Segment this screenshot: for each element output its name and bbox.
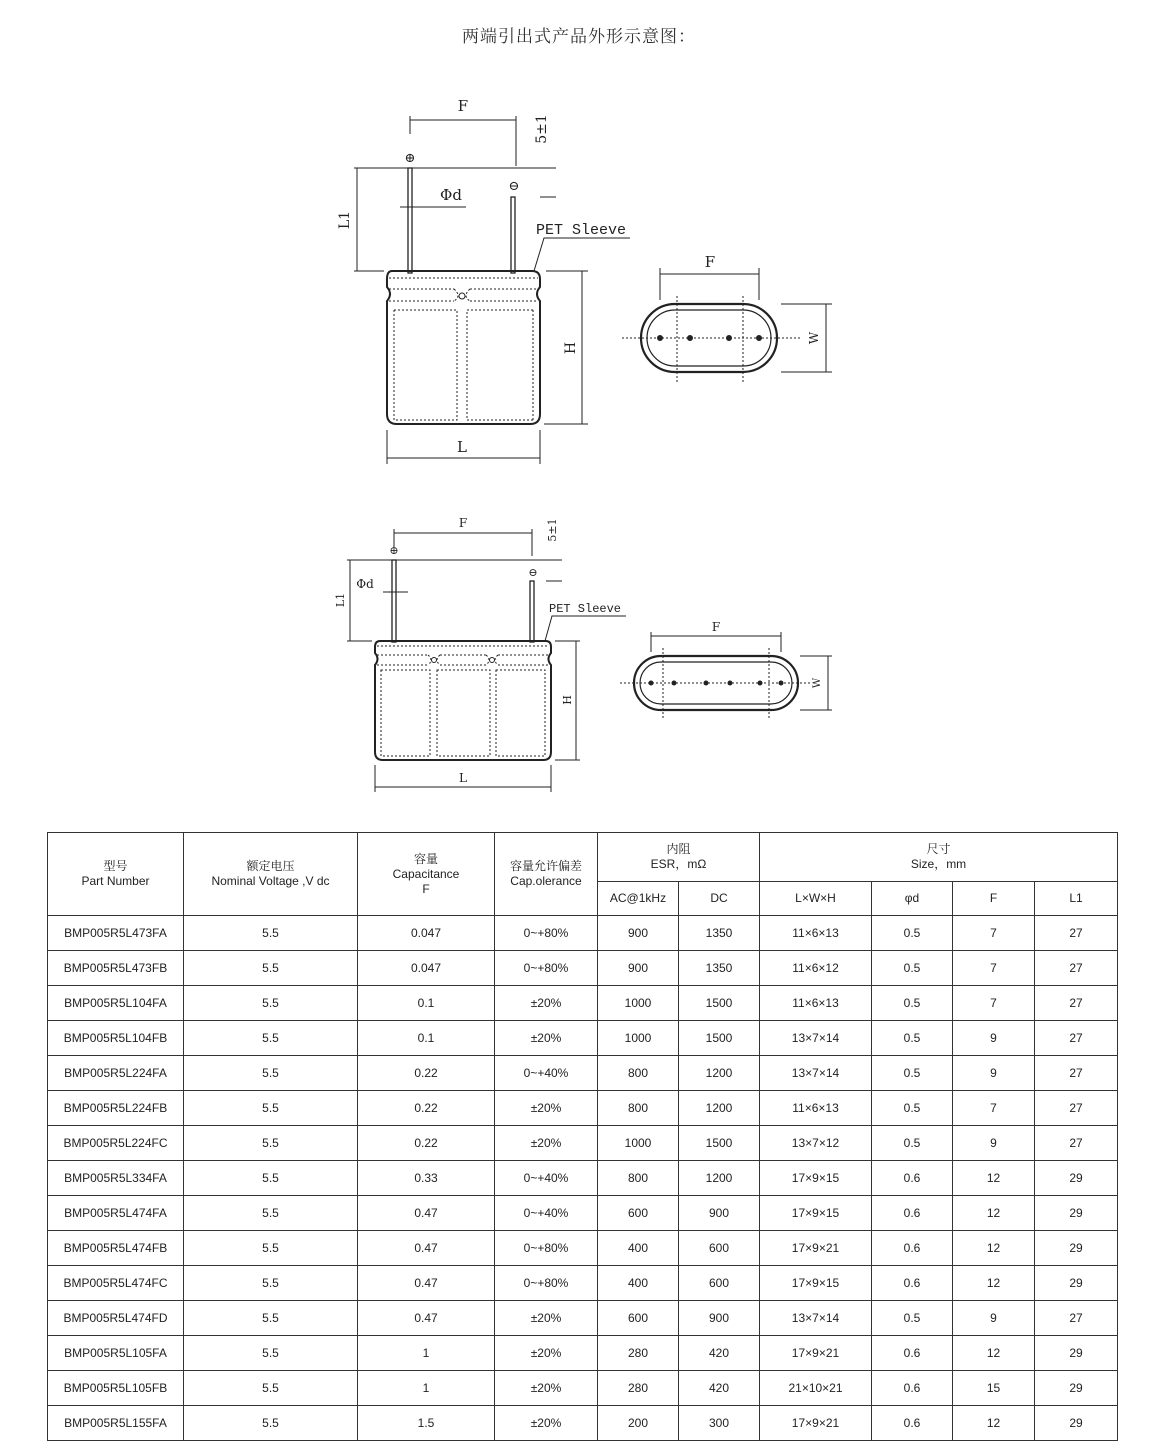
table-row (48, 1231, 1118, 1266)
cell-capacitance: 1 (358, 1336, 495, 1371)
page-title: 两端引出式产品外形示意图： (462, 27, 696, 47)
cell-part-number: BMP005R5L474FA (48, 1196, 184, 1231)
cell-size-lwh: 11×6×13 (760, 986, 872, 1021)
cell-lead-length: 27 (1035, 986, 1118, 1021)
cell-voltage: 5.5 (184, 1406, 358, 1441)
cell-voltage: 5.5 (184, 1161, 358, 1196)
cell-esr-dc: 600 (679, 1231, 760, 1266)
table-row (48, 1196, 1118, 1231)
positive-lead (392, 560, 396, 642)
cell-tolerance: 0~+80% (495, 916, 598, 951)
cell-size-lwh: 13×7×14 (760, 1056, 872, 1091)
sleeve-label: PET Sleeve (549, 602, 622, 616)
cell-esr-ac: 900 (598, 951, 679, 986)
cell-tolerance: ±20% (495, 1301, 598, 1336)
length-label: L (459, 771, 467, 785)
cell-voltage: 5.5 (184, 1266, 358, 1301)
cell-voltage: 5.5 (184, 1231, 358, 1266)
table-row (48, 1161, 1118, 1196)
cell-lead-length: 29 (1035, 1406, 1118, 1441)
cell-voltage: 5.5 (184, 1336, 358, 1371)
table-row (48, 1126, 1118, 1161)
cell-esr-dc: 1350 (679, 916, 760, 951)
cell-pitch: 12 (953, 1406, 1035, 1441)
cell-part-number: BMP005R5L473FB (48, 951, 184, 986)
cell-capacitance: 0.047 (358, 951, 495, 986)
header-size: 尺寸 Size，mm (760, 833, 1118, 882)
table-row (48, 1336, 1118, 1371)
cell-part-number: BMP005R5L155FA (48, 1406, 184, 1441)
cell-esr-ac: 800 (598, 1091, 679, 1126)
cell-voltage: 5.5 (184, 916, 358, 951)
cell-esr-ac: 1000 (598, 1021, 679, 1056)
cell-esr-ac: 800 (598, 1056, 679, 1091)
cell-capacitance: 1.5 (358, 1406, 495, 1441)
header-part-number: 型号 Part Number (48, 833, 184, 916)
cell-capacitance: 0.33 (358, 1161, 495, 1196)
header-size-l1: L1 (1035, 882, 1118, 916)
cell-lead-diameter: 0.5 (872, 986, 953, 1021)
cell-voltage: 5.5 (184, 1371, 358, 1406)
cell-part-number: BMP005R5L104FA (48, 986, 184, 1021)
cell-pitch: 9 (953, 1301, 1035, 1336)
cell-part-number: BMP005R5L105FA (48, 1336, 184, 1371)
cell-esr-dc: 300 (679, 1406, 760, 1441)
cell-esr-ac: 280 (598, 1336, 679, 1371)
header-nominal-voltage: 额定电压 Nominal Voltage ,V dc (184, 833, 358, 916)
cell-lead-length: 29 (1035, 1336, 1118, 1371)
lead-diameter-label: Φd (440, 186, 462, 204)
cell-esr-ac: 900 (598, 916, 679, 951)
cell-lead-length: 27 (1035, 1021, 1118, 1056)
cell-capacitance: 1 (358, 1371, 495, 1406)
cell-tolerance: ±20% (495, 986, 598, 1021)
cell-lead-length: 29 (1035, 1161, 1118, 1196)
cell-lead-diameter: 0.5 (872, 1056, 953, 1091)
sleeve-label: PET Sleeve (536, 222, 627, 239)
cell-pitch: 15 (953, 1371, 1035, 1406)
table-row (48, 986, 1118, 1021)
cell-capacitance: 0.22 (358, 1091, 495, 1126)
cell-lead-diameter: 0.6 (872, 1161, 953, 1196)
cell-lead-diameter: 0.6 (872, 1336, 953, 1371)
table-row (48, 1091, 1118, 1126)
cell-esr-dc: 1200 (679, 1056, 760, 1091)
cell-lead-diameter: 0.5 (872, 1301, 953, 1336)
spec-table (47, 832, 1118, 1441)
cell-lead-diameter: 0.5 (872, 1091, 953, 1126)
cell-lead-length: 29 (1035, 1266, 1118, 1301)
cell-esr-dc: 1350 (679, 951, 760, 986)
cell-tolerance: 0~+80% (495, 951, 598, 986)
header-capacitance: 容量 Capacitance F (358, 833, 495, 916)
cell-esr-ac: 600 (598, 1301, 679, 1336)
cell-voltage: 5.5 (184, 1126, 358, 1161)
cell-pitch: 12 (953, 1196, 1035, 1231)
cell-esr-ac: 280 (598, 1371, 679, 1406)
cell-size-lwh: 17×9×21 (760, 1336, 872, 1371)
cell-lead-length: 27 (1035, 951, 1118, 986)
width-label: W (807, 331, 821, 345)
cell-part-number: BMP005R5L473FA (48, 916, 184, 951)
cell-esr-dc: 420 (679, 1371, 760, 1406)
cell-capacitance: 0.22 (358, 1126, 495, 1161)
pitch-label: F (457, 97, 469, 115)
cell-lead-diameter: 0.6 (872, 1406, 953, 1441)
cell-voltage: 5.5 (184, 1056, 358, 1091)
table-row (48, 1301, 1118, 1336)
width-label: W (812, 677, 823, 689)
table-row (48, 951, 1118, 986)
cell-pitch: 9 (953, 1056, 1035, 1091)
cell-esr-dc: 900 (679, 1301, 760, 1336)
pitch-tolerance-label: 5±1 (546, 518, 559, 542)
cell-tolerance: 0~+40% (495, 1056, 598, 1091)
cell-size-lwh: 11×6×13 (760, 1091, 872, 1126)
cell-part-number: BMP005R5L474FC (48, 1266, 184, 1301)
cell-pitch: 7 (953, 951, 1035, 986)
positive-symbol: ⊕ (404, 151, 416, 166)
cell-capacitance: 0.22 (358, 1056, 495, 1091)
cell-part-number: BMP005R5L474FB (48, 1231, 184, 1266)
header-size-lwh: L×W×H (760, 882, 872, 916)
cell-part-number: BMP005R5L334FA (48, 1161, 184, 1196)
cell-lead-diameter: 0.6 (872, 1266, 953, 1301)
cell-pitch: 12 (953, 1231, 1035, 1266)
cell-tolerance: 0~+40% (495, 1161, 598, 1196)
header-size-phid: φd (872, 882, 953, 916)
cell-size-lwh: 17×9×15 (760, 1161, 872, 1196)
cell-esr-dc: 1200 (679, 1161, 760, 1196)
lead-diameter-label: Φd (356, 577, 374, 591)
pitch-label: F (458, 516, 468, 530)
side-pitch-label: F (704, 253, 716, 271)
cell-voltage: 5.5 (184, 986, 358, 1021)
cell-tolerance: 0~+80% (495, 1231, 598, 1266)
cell-lead-length: 29 (1035, 1196, 1118, 1231)
cell-part-number: BMP005R5L224FC (48, 1126, 184, 1161)
cell-tolerance: 0~+80% (495, 1266, 598, 1301)
cell-tolerance: ±20% (495, 1021, 598, 1056)
header-size-f: F (953, 882, 1035, 916)
cell-lead-diameter: 0.5 (872, 916, 953, 951)
negative-symbol: ⊖ (528, 566, 538, 579)
cell-part-number: BMP005R5L105FB (48, 1371, 184, 1406)
cell-pitch: 12 (953, 1336, 1035, 1371)
cell-lead-length: 29 (1035, 1231, 1118, 1266)
cell-size-lwh: 17×9×15 (760, 1196, 872, 1231)
cell-size-lwh: 17×9×15 (760, 1266, 872, 1301)
cell-size-lwh: 11×6×12 (760, 951, 872, 986)
cell-voltage: 5.5 (184, 1021, 358, 1056)
height-label: H (561, 695, 574, 705)
table-row (48, 1371, 1118, 1406)
negative-lead (530, 581, 534, 642)
cell-lead-length: 27 (1035, 1301, 1118, 1336)
cell-size-lwh: 17×9×21 (760, 1406, 872, 1441)
cell-lead-length: 27 (1035, 1056, 1118, 1091)
cell-tolerance: ±20% (495, 1126, 598, 1161)
negative-symbol: ⊖ (508, 179, 520, 194)
cell-esr-dc: 1500 (679, 1021, 760, 1056)
cell-size-lwh: 21×10×21 (760, 1371, 872, 1406)
cell-esr-ac: 400 (598, 1231, 679, 1266)
cell-voltage: 5.5 (184, 1301, 358, 1336)
cell-lead-length: 29 (1035, 1371, 1118, 1406)
pitch-tolerance-label: 5±1 (534, 114, 550, 144)
cell-voltage: 5.5 (184, 951, 358, 986)
cell-lead-diameter: 0.5 (872, 951, 953, 986)
length-label: L (457, 438, 467, 456)
cell-pitch: 9 (953, 1126, 1035, 1161)
cell-esr-ac: 600 (598, 1196, 679, 1231)
cell-size-lwh: 13×7×12 (760, 1126, 872, 1161)
header-cap-tolerance: 容量允许偏差 Cap.olerance (495, 833, 598, 916)
cell-size-lwh: 13×7×14 (760, 1301, 872, 1336)
cell-esr-dc: 1200 (679, 1091, 760, 1126)
table-row (48, 1021, 1118, 1056)
header-esr-ac: AC@1kHz (598, 882, 679, 916)
cell-pitch: 7 (953, 986, 1035, 1021)
cell-esr-dc: 1500 (679, 1126, 760, 1161)
cell-esr-ac: 800 (598, 1161, 679, 1196)
cell-lead-diameter: 0.6 (872, 1371, 953, 1406)
cell-lead-diameter: 0.5 (872, 1021, 953, 1056)
cell-part-number: BMP005R5L474FD (48, 1301, 184, 1336)
cell-esr-ac: 400 (598, 1266, 679, 1301)
cell-voltage: 5.5 (184, 1091, 358, 1126)
cell-esr-dc: 420 (679, 1336, 760, 1371)
cell-size-lwh: 13×7×14 (760, 1021, 872, 1056)
cell-pitch: 12 (953, 1161, 1035, 1196)
cell-capacitance: 0.47 (358, 1301, 495, 1336)
height-label: H (563, 341, 579, 355)
cell-size-lwh: 17×9×21 (760, 1231, 872, 1266)
cell-esr-dc: 600 (679, 1266, 760, 1301)
cell-tolerance: 0~+40% (495, 1196, 598, 1231)
cell-voltage: 5.5 (184, 1196, 358, 1231)
cell-lead-length: 27 (1035, 916, 1118, 951)
cell-capacitance: 0.047 (358, 916, 495, 951)
cell-lead-diameter: 0.5 (872, 1126, 953, 1161)
cell-capacitance: 0.47 (358, 1231, 495, 1266)
cell-tolerance: ±20% (495, 1371, 598, 1406)
cell-lead-length: 27 (1035, 1091, 1118, 1126)
cell-pitch: 12 (953, 1266, 1035, 1301)
cell-size-lwh: 11×6×13 (760, 916, 872, 951)
cell-capacitance: 0.47 (358, 1266, 495, 1301)
cell-lead-diameter: 0.6 (872, 1196, 953, 1231)
cell-capacitance: 0.1 (358, 986, 495, 1021)
cell-capacitance: 0.47 (358, 1196, 495, 1231)
spec-table-body (48, 916, 1118, 1441)
table-row (48, 1266, 1118, 1301)
cell-pitch: 7 (953, 916, 1035, 951)
cell-esr-dc: 1500 (679, 986, 760, 1021)
cell-part-number: BMP005R5L224FB (48, 1091, 184, 1126)
table-row (48, 916, 1118, 951)
header-esr-dc: DC (679, 882, 760, 916)
cell-tolerance: ±20% (495, 1091, 598, 1126)
side-pitch-label: F (711, 620, 721, 634)
cell-part-number: BMP005R5L104FB (48, 1021, 184, 1056)
cell-tolerance: ±20% (495, 1336, 598, 1371)
table-row (48, 1406, 1118, 1441)
cell-esr-dc: 900 (679, 1196, 760, 1231)
cell-capacitance: 0.1 (358, 1021, 495, 1056)
header-esr: 内阻 ESR，mΩ (598, 833, 760, 882)
table-row (48, 1056, 1118, 1091)
cell-esr-ac: 1000 (598, 1126, 679, 1161)
cell-part-number: BMP005R5L224FA (48, 1056, 184, 1091)
cell-pitch: 9 (953, 1021, 1035, 1056)
cell-tolerance: ±20% (495, 1406, 598, 1441)
cell-lead-diameter: 0.6 (872, 1231, 953, 1266)
positive-symbol: ⊕ (389, 544, 399, 557)
capacitor-body (375, 641, 551, 760)
cell-esr-ac: 1000 (598, 986, 679, 1021)
cell-esr-ac: 200 (598, 1406, 679, 1441)
cell-lead-length: 27 (1035, 1126, 1118, 1161)
lead-length-label: L1 (334, 592, 347, 608)
cell-pitch: 7 (953, 1091, 1035, 1126)
lead-length-label: L1 (337, 210, 353, 230)
